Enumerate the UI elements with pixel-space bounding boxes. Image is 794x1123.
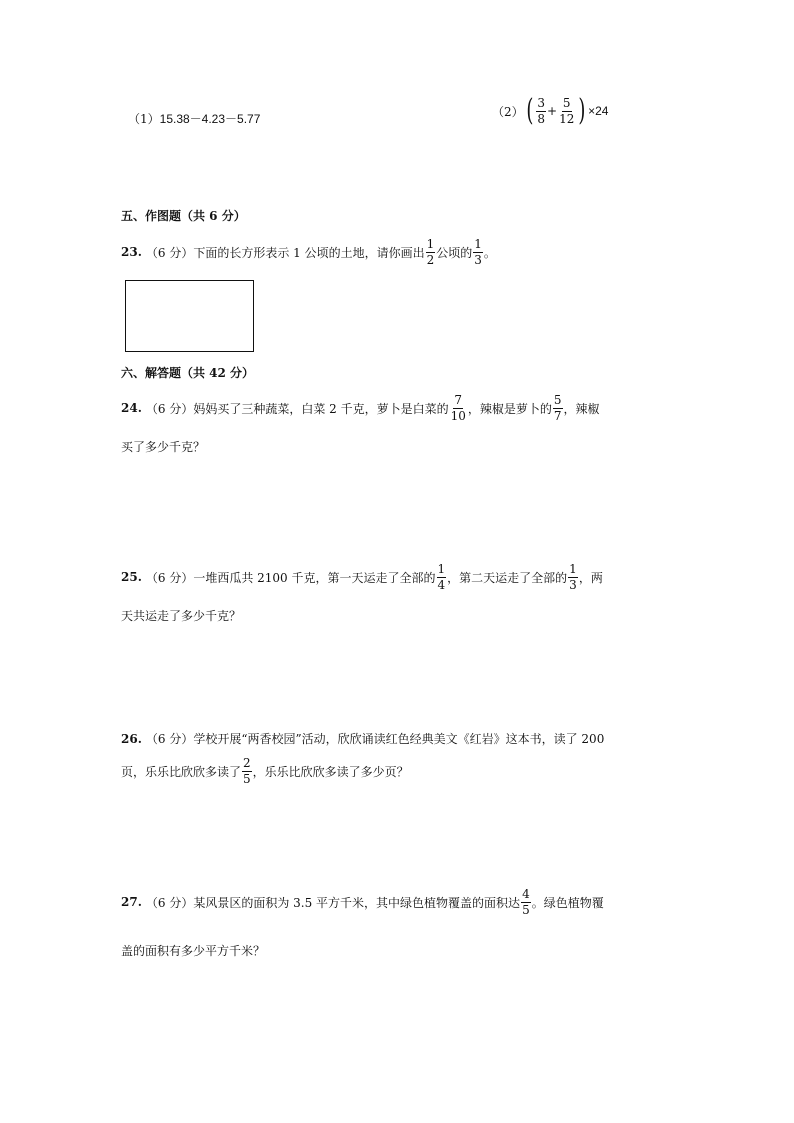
question-25-text-b: ，第二天运走了全部的 xyxy=(447,570,568,585)
section-5-heading: 五、作图题（共 6 分） xyxy=(121,209,246,223)
fraction-1-3-b: $\frac{1}{3}$ xyxy=(569,562,577,592)
question-25-text-a: （6 分）一堆西瓜共 2100 千克，第一天运走了全部的 xyxy=(145,570,436,585)
question-27-text-a: （6 分）某风景区的面积为 3.5 平方千米，其中绿色植物覆盖的面积达 xyxy=(145,895,521,910)
question-27 xyxy=(121,888,604,916)
question-26-line-2 xyxy=(121,757,409,785)
question-26-text-a: （6 分）学校开展“两香校园”活动，欣欣诵读红色经典美文《红岩》这本书，读了 200 xyxy=(145,732,605,746)
calc-problem-1 xyxy=(128,110,260,127)
question-26-line-2-a: 页，乐乐比欣欣多读了 xyxy=(121,764,242,779)
calc-problem-2-tail: ×24 xyxy=(588,104,609,118)
fraction-2-5: $\frac{2}{5}$ xyxy=(243,756,251,786)
plus-sign: + xyxy=(547,104,558,118)
calc-problem-1-label: （1） xyxy=(128,112,160,126)
question-26 xyxy=(121,730,604,747)
question-25-line-2: 天共运走了多少千克？ xyxy=(121,609,242,623)
question-26-number: 26. xyxy=(121,731,142,746)
question-24-number: 24. xyxy=(121,401,142,416)
fraction-1-4: $\frac{1}{4}$ xyxy=(437,562,446,592)
question-24-line-2: 买了多少千克？ xyxy=(121,440,206,454)
land-rectangle xyxy=(125,280,254,352)
question-23-text-c: 。 xyxy=(483,245,496,260)
right-paren: ) xyxy=(578,93,586,128)
question-23 xyxy=(121,238,496,266)
fraction-1-2: $\frac{1}{2}$ xyxy=(426,237,435,267)
question-24-text-c: ，辣椒 xyxy=(563,401,600,416)
calc-problem-2-label: （2） xyxy=(492,104,524,119)
question-26-line-2-b: ，乐乐比欣欣多读了多少页？ xyxy=(252,764,409,779)
question-24-text-a: （6 分）妈妈买了三种蔬菜，白菜 2 千克，萝卜是白菜的 xyxy=(145,401,449,416)
fraction-7-10: $\frac{7}{10}$ xyxy=(450,393,466,423)
question-27-text-b: 。绿色植物覆 xyxy=(531,895,604,910)
fraction-4-5: $\frac{4}{5}$ xyxy=(522,887,530,917)
fraction-5-7: $\frac{5}{7}$ xyxy=(553,393,562,423)
calc-problem-1-expression: 15.38－4.23－5.77 xyxy=(159,112,261,126)
question-23-text-b: 公顷的 xyxy=(436,245,473,260)
fraction-3-8: $\frac{3}{8}$ xyxy=(537,95,545,126)
fraction-5-12: $\frac{5}{12}$ xyxy=(559,95,575,126)
question-24 xyxy=(121,394,600,422)
left-paren: ( xyxy=(525,93,534,128)
question-25-text-c: ，两 xyxy=(578,570,603,585)
question-25 xyxy=(121,563,603,591)
question-25-number: 25. xyxy=(121,570,142,585)
section-6-heading: 六、解答题（共 42 分） xyxy=(121,366,255,380)
question-27-number: 27. xyxy=(121,895,142,910)
calc-problem-2 xyxy=(492,93,609,128)
question-24-text-b: ，辣椒是萝卜的 xyxy=(467,401,552,416)
question-23-text-a: （6 分）下面的长方形表示 1 公顷的土地，请你画出 xyxy=(145,245,425,260)
question-27-line-2: 盖的面积有多少平方千米？ xyxy=(121,944,266,958)
question-23-number: 23. xyxy=(121,245,142,260)
fraction-1-3: $\frac{1}{3}$ xyxy=(474,237,482,267)
